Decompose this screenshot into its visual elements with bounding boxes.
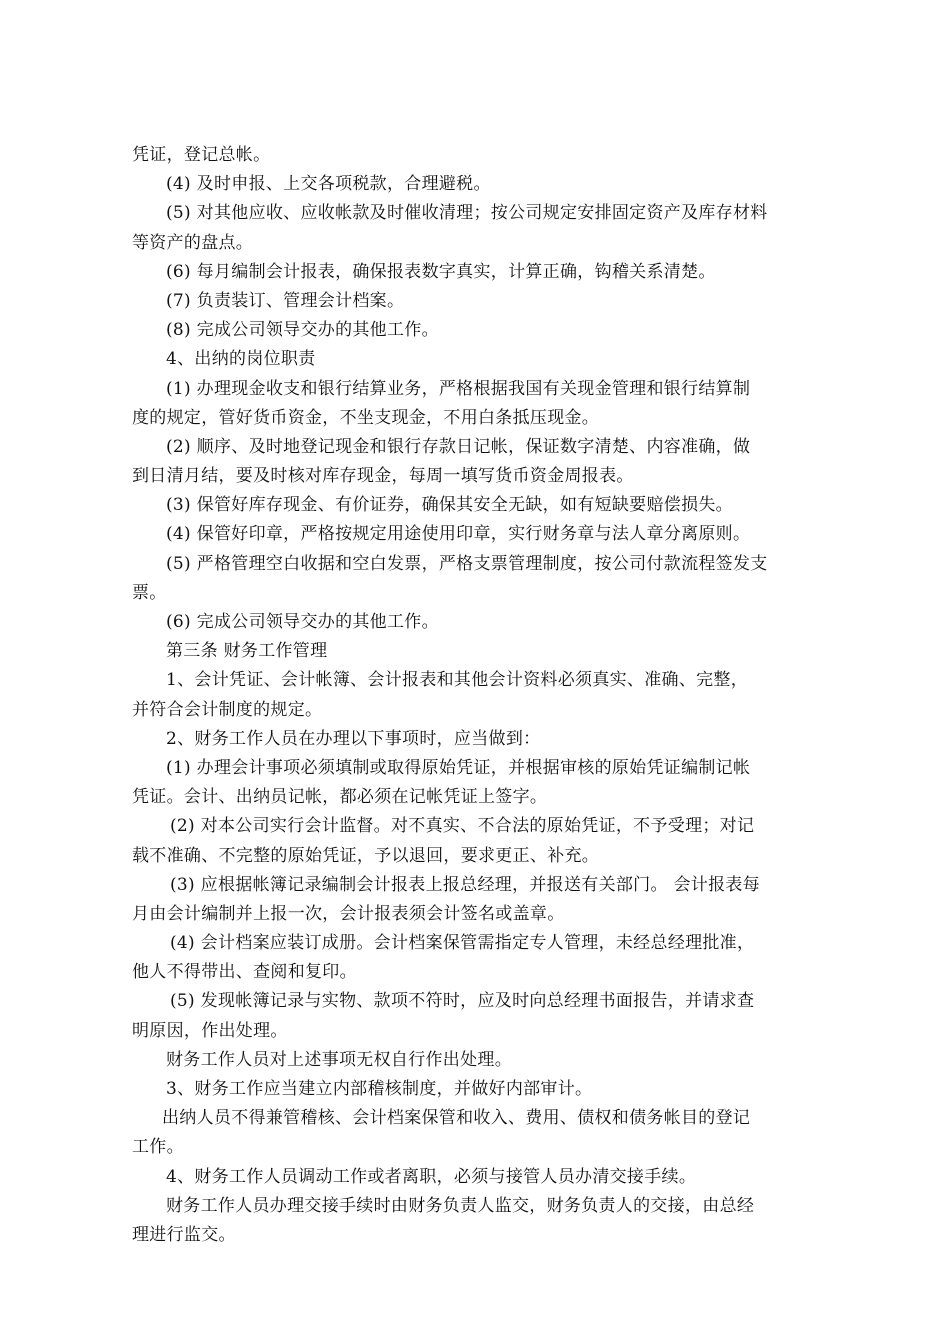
text-line: 工作。	[132, 1137, 184, 1158]
text-line: 凭证，登记总帐。	[132, 145, 271, 165]
document-body	[132, 141, 832, 1250]
text-line: (5) 严格管理空白收据和空白发票，严格支票管理制度，按公司付款流程签发支	[166, 553, 768, 574]
text-line: 度的规定，管好货币资金，不坐支现金，不用白条抵压现金。	[132, 407, 600, 428]
text-line: (4) 会计档案应装订成册。会计档案保管需指定专人管理，未经总经理批准，	[170, 933, 755, 954]
text-line: 理进行监交。	[132, 1224, 236, 1245]
text-line: (7) 负责装订、管理会计档案。	[166, 290, 405, 311]
text-line: 2、财务工作人员在办理以下事项时，应当做到：	[166, 728, 541, 749]
text-line: (8) 完成公司领导交办的其他工作。	[166, 320, 439, 341]
text-line: (3) 保管好库存现金、有价证券，确保其安全无缺，如有短缺要赔偿损失。	[166, 495, 733, 516]
text-line: 等资产的盘点。	[132, 232, 254, 253]
text-line: 4、财务工作人员调动工作或者离职，必须与接管人员办清交接手续。	[166, 1166, 697, 1187]
text-line: (6) 完成公司领导交办的其他工作。	[166, 612, 439, 632]
text-line: (3) 应根据帐簿记录编制会计报表上报总经理，并报送有关部门。 会计报表每	[170, 874, 760, 895]
text-line: (4) 及时申报、上交各项税款，合理避税。	[166, 174, 491, 195]
text-line: (2) 顺序、及时地登记现金和银行存款日记帐，保证数字清楚、内容准确，做	[166, 436, 751, 457]
text-line: 3、财务工作应当建立内部稽核制度，并做好内部审计。	[166, 1079, 593, 1099]
text-line: 月由会计编制并上报一次，会计报表须会计签名或盖章。	[132, 903, 565, 924]
text-line: (4) 保管好印章，严格按规定用途使用印章，实行财务章与法人章分离原则。	[166, 524, 751, 545]
text-line: 财务工作人员对上述事项无权自行作出处理。	[166, 1049, 512, 1070]
text-line: (5) 发现帐簿记录与实物、款项不符时，应及时向总经理书面报告，并请求查	[170, 991, 755, 1012]
section-heading: 4、出纳的岗位职责	[166, 349, 316, 370]
text-line: 票。	[132, 582, 167, 603]
text-line: (2) 对本公司实行会计监督。对不真实、不合法的原始凭证，不予受理；对记	[170, 816, 755, 837]
text-line: (5) 对其他应收、应收帐款及时催收清理；按公司规定安排固定资产及库存材料	[166, 203, 768, 224]
text-line: 明原因，作出处理。	[132, 1020, 288, 1041]
text-line: 并符合会计制度的规定。	[132, 699, 323, 720]
text-line: 1、会计凭证、会计帐簿、会计报表和其他会计资料必须真实、准确、完整，	[166, 670, 749, 691]
text-line: (6) 每月编制会计报表，确保报表数字真实，计算正确，钩稽关系清楚。	[166, 261, 716, 282]
text-line: 财务工作人员办理交接手续时由财务负责人监交，财务负责人的交接，由总经	[166, 1195, 755, 1216]
text-line: 到日清月结，要及时核对库存现金，每周一填写货币资金周报表。	[132, 466, 634, 487]
text-line: 出纳人员不得兼管稽核、会计档案保管和收入、费用、债权和债务帐目的登记	[162, 1108, 751, 1129]
text-line: 载不准确、不完整的原始凭证，予以退回，要求更正、补充。	[132, 845, 600, 866]
text-line: 他人不得带出、查阅和复印。	[132, 962, 357, 983]
article-heading: 第三条 财务工作管理	[166, 641, 328, 662]
text-line: (1) 办理现金收支和银行结算业务，严格根据我国有关现金管理和银行结算制	[166, 378, 751, 399]
text-line: (1) 办理会计事项必须填制或取得原始凭证，并根据审核的原始凭证编制记帐	[166, 757, 751, 778]
text-line: 凭证。会计、出纳员记帐，都必须在记帐凭证上签字。	[132, 787, 548, 808]
